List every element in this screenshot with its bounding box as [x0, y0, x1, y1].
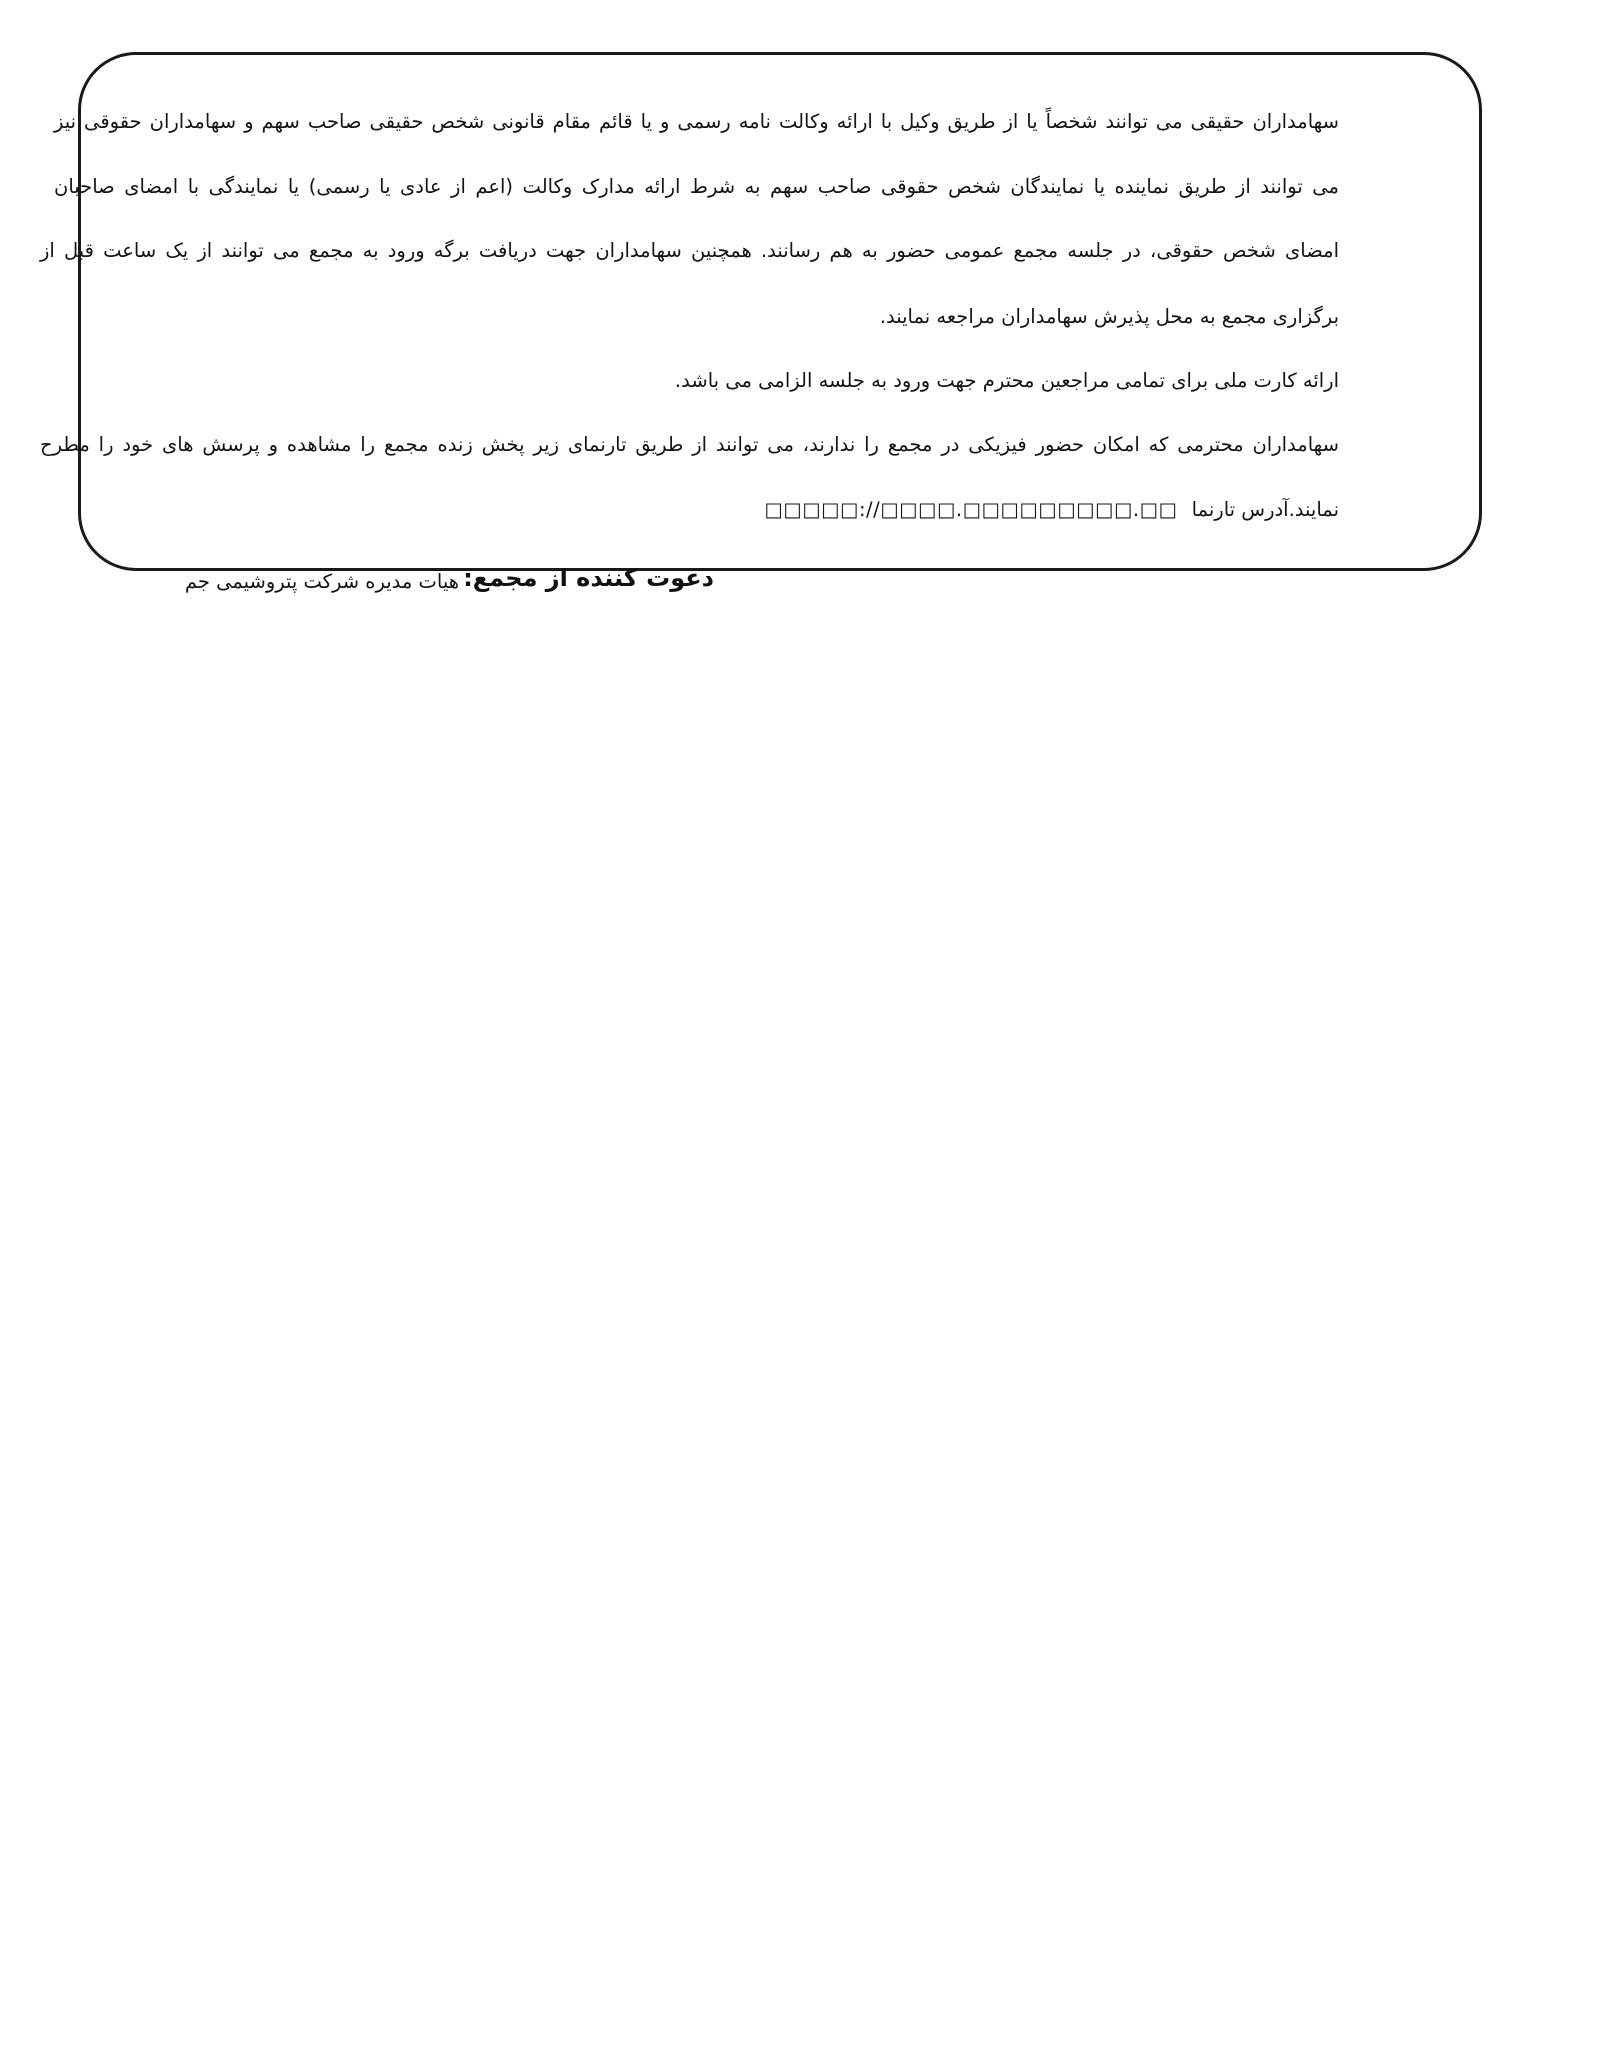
notice-line-4: برگزاری مجمع به محل پذیرش سهامداران مراجعه نمایند.	[879, 305, 1339, 328]
notice-line-2: می توانند از طریق نماینده یا نمایندگان شخص حقوقی صاحب سهم به شرط ارائه مدارک وکالت (اعم از عادی یا رسمی) یا نمایندگی با امضای صاحبان	[54, 175, 1339, 198]
inviter-name: هیات مدیره شرکت پتروشیمی جم	[184, 570, 459, 593]
inviter-label: دعوت کننده از مجمع:	[463, 564, 714, 592]
notice-line-5: ارائه کارت ملی برای تمامی مراجعین محترم جهت ورود به جلسه الزامی می باشد.	[674, 369, 1339, 392]
notice-line-3: امضای شخص حقوقی، در جلسه مجمع عمومی حضور به هم رسانند. همچنین سهامداران جهت دریافت برگه ورود به مجمع می توانند از یک ساعت قبل از	[40, 239, 1339, 262]
notice-line-6: سهامداران محترمی که امکان حضور فیزیکی در مجمع را ندارند، می توانند از طریق تارنمای زیر پخش زنده مجمع را مشاهده و پرسش های خود را مطرح	[40, 433, 1339, 456]
address-prefix: نمایند.آدرس تارنما	[1191, 498, 1339, 521]
notice-box	[40, 52, 1482, 593]
website-address: □□□□□://□□□□.□□□□□□□□□.□□	[764, 498, 1178, 521]
notice-line-1: سهامداران حقیقی می توانند شخصاً یا از طریق وکیل با ارائه وکالت نامه رسمی و یا قائم مقام قانونی شخص حقیقی صاحب سهم و سهامداران حقوقی نیز	[54, 110, 1339, 133]
address-line	[764, 498, 1339, 521]
